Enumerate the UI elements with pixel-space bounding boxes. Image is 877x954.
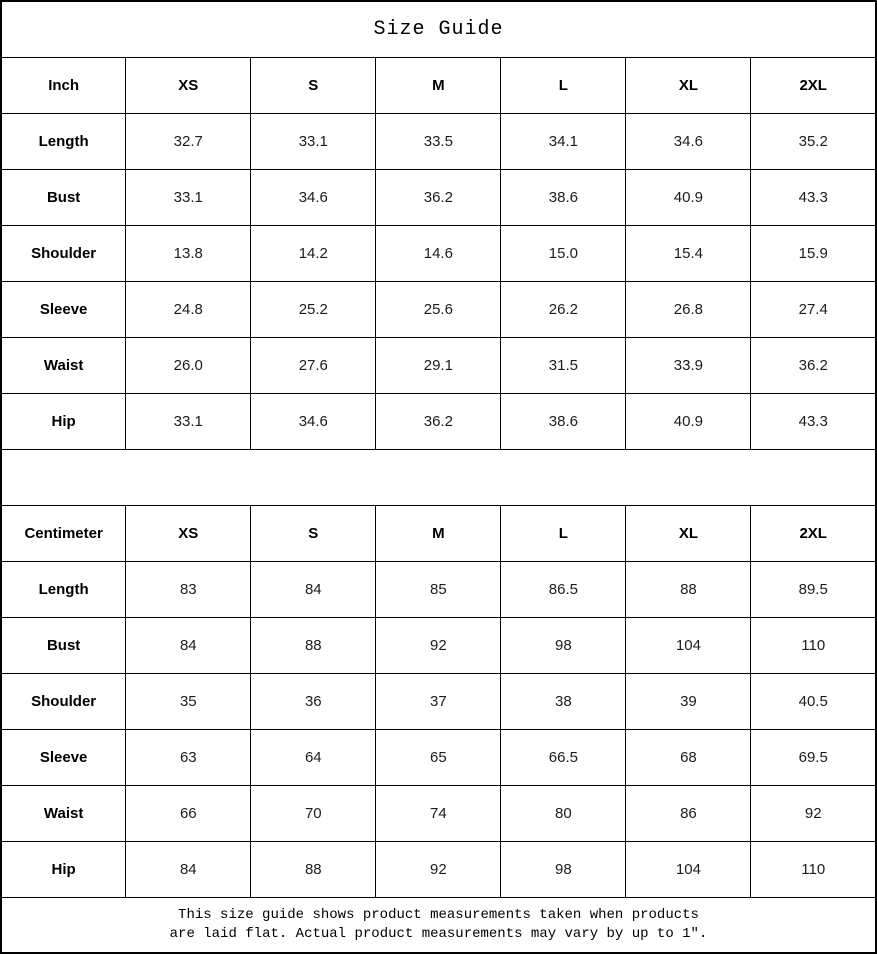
row-label: Length bbox=[1, 113, 126, 169]
table-row bbox=[1, 113, 876, 169]
table-row bbox=[1, 785, 876, 841]
measurement-value: 34.6 bbox=[626, 113, 751, 169]
spacer-row bbox=[1, 449, 876, 505]
measurement-value: 63 bbox=[126, 729, 251, 785]
row-label: Shoulder bbox=[1, 225, 126, 281]
measurement-value: 110 bbox=[751, 617, 876, 673]
measurement-value: 13.8 bbox=[126, 225, 251, 281]
footnote bbox=[1, 897, 876, 953]
measurement-value: 80 bbox=[501, 785, 626, 841]
size-header-l: L bbox=[501, 57, 626, 113]
unit-header-inch: Inch bbox=[1, 57, 126, 113]
measurement-value: 66.5 bbox=[501, 729, 626, 785]
measurement-value: 110 bbox=[751, 841, 876, 897]
table-row bbox=[1, 673, 876, 729]
measurement-value: 26.8 bbox=[626, 281, 751, 337]
measurement-value: 15.0 bbox=[501, 225, 626, 281]
measurement-value: 33.5 bbox=[376, 113, 501, 169]
measurement-value: 84 bbox=[126, 617, 251, 673]
measurement-value: 35 bbox=[126, 673, 251, 729]
measurement-value: 98 bbox=[501, 841, 626, 897]
measurement-value: 36.2 bbox=[376, 393, 501, 449]
table-row bbox=[1, 729, 876, 785]
inch-header-row bbox=[1, 57, 876, 113]
table-row bbox=[1, 337, 876, 393]
measurement-value: 34.1 bbox=[501, 113, 626, 169]
measurement-value: 40.5 bbox=[751, 673, 876, 729]
measurement-value: 40.9 bbox=[626, 169, 751, 225]
row-label: Waist bbox=[1, 337, 126, 393]
measurement-value: 38.6 bbox=[501, 393, 626, 449]
centimeter-header-row bbox=[1, 505, 876, 561]
measurement-value: 26.0 bbox=[126, 337, 251, 393]
row-label: Bust bbox=[1, 169, 126, 225]
row-label: Shoulder bbox=[1, 673, 126, 729]
measurement-value: 86 bbox=[626, 785, 751, 841]
measurement-value: 39 bbox=[626, 673, 751, 729]
measurement-value: 88 bbox=[626, 561, 751, 617]
measurement-value: 35.2 bbox=[751, 113, 876, 169]
row-label: Sleeve bbox=[1, 729, 126, 785]
measurement-value: 33.1 bbox=[126, 393, 251, 449]
measurement-value: 32.7 bbox=[126, 113, 251, 169]
measurement-value: 83 bbox=[126, 561, 251, 617]
measurement-value: 33.9 bbox=[626, 337, 751, 393]
table-row bbox=[1, 617, 876, 673]
measurement-value: 14.2 bbox=[251, 225, 376, 281]
footnote-line-1: This size guide shows product measurements taken when products bbox=[178, 906, 699, 923]
table-row bbox=[1, 169, 876, 225]
size-header-2xl: 2XL bbox=[751, 57, 876, 113]
measurement-value: 34.6 bbox=[251, 393, 376, 449]
measurement-value: 74 bbox=[376, 785, 501, 841]
measurement-value: 84 bbox=[251, 561, 376, 617]
title-row bbox=[1, 1, 876, 57]
row-label: Waist bbox=[1, 785, 126, 841]
measurement-value: 85 bbox=[376, 561, 501, 617]
spacer-cell bbox=[1, 449, 876, 505]
measurement-value: 27.4 bbox=[751, 281, 876, 337]
measurement-value: 43.3 bbox=[751, 169, 876, 225]
table-row bbox=[1, 841, 876, 897]
size-header-2xl: 2XL bbox=[751, 505, 876, 561]
row-label: Sleeve bbox=[1, 281, 126, 337]
measurement-value: 98 bbox=[501, 617, 626, 673]
measurement-value: 84 bbox=[126, 841, 251, 897]
row-label: Length bbox=[1, 561, 126, 617]
measurement-value: 69.5 bbox=[751, 729, 876, 785]
measurement-value: 89.5 bbox=[751, 561, 876, 617]
table-row bbox=[1, 281, 876, 337]
size-header-s: S bbox=[251, 505, 376, 561]
table-row bbox=[1, 393, 876, 449]
row-label: Hip bbox=[1, 841, 126, 897]
size-header-m: M bbox=[376, 57, 501, 113]
measurement-value: 31.5 bbox=[501, 337, 626, 393]
footnote-row bbox=[1, 897, 876, 953]
size-header-m: M bbox=[376, 505, 501, 561]
measurement-value: 38.6 bbox=[501, 169, 626, 225]
size-header-xs: XS bbox=[126, 57, 251, 113]
measurement-value: 104 bbox=[626, 841, 751, 897]
measurement-value: 15.4 bbox=[626, 225, 751, 281]
measurement-value: 33.1 bbox=[126, 169, 251, 225]
measurement-value: 43.3 bbox=[751, 393, 876, 449]
measurement-value: 104 bbox=[626, 617, 751, 673]
footnote-line-2: are laid flat. Actual product measurements may vary by up to 1″. bbox=[169, 925, 708, 942]
measurement-value: 36 bbox=[251, 673, 376, 729]
measurement-value: 36.2 bbox=[751, 337, 876, 393]
measurement-value: 34.6 bbox=[251, 169, 376, 225]
measurement-value: 29.1 bbox=[376, 337, 501, 393]
measurement-value: 24.8 bbox=[126, 281, 251, 337]
measurement-value: 36.2 bbox=[376, 169, 501, 225]
measurement-value: 37 bbox=[376, 673, 501, 729]
measurement-value: 88 bbox=[251, 617, 376, 673]
measurement-value: 92 bbox=[751, 785, 876, 841]
measurement-value: 88 bbox=[251, 841, 376, 897]
measurement-value: 68 bbox=[626, 729, 751, 785]
measurement-value: 86.5 bbox=[501, 561, 626, 617]
measurement-value: 26.2 bbox=[501, 281, 626, 337]
measurement-value: 25.2 bbox=[251, 281, 376, 337]
measurement-value: 15.9 bbox=[751, 225, 876, 281]
size-header-xl: XL bbox=[626, 505, 751, 561]
size-header-s: S bbox=[251, 57, 376, 113]
table-row bbox=[1, 561, 876, 617]
measurement-value: 66 bbox=[126, 785, 251, 841]
measurement-value: 40.9 bbox=[626, 393, 751, 449]
measurement-value: 14.6 bbox=[376, 225, 501, 281]
measurement-value: 92 bbox=[376, 617, 501, 673]
size-header-xs: XS bbox=[126, 505, 251, 561]
page-title: Size Guide bbox=[1, 1, 876, 57]
measurement-value: 25.6 bbox=[376, 281, 501, 337]
measurement-value: 64 bbox=[251, 729, 376, 785]
unit-header-centimeter: Centimeter bbox=[1, 505, 126, 561]
table-row bbox=[1, 225, 876, 281]
measurement-value: 33.1 bbox=[251, 113, 376, 169]
measurement-value: 38 bbox=[501, 673, 626, 729]
measurement-value: 27.6 bbox=[251, 337, 376, 393]
row-label: Hip bbox=[1, 393, 126, 449]
size-header-xl: XL bbox=[626, 57, 751, 113]
measurement-value: 92 bbox=[376, 841, 501, 897]
measurement-value: 70 bbox=[251, 785, 376, 841]
row-label: Bust bbox=[1, 617, 126, 673]
size-header-l: L bbox=[501, 505, 626, 561]
measurement-value: 65 bbox=[376, 729, 501, 785]
